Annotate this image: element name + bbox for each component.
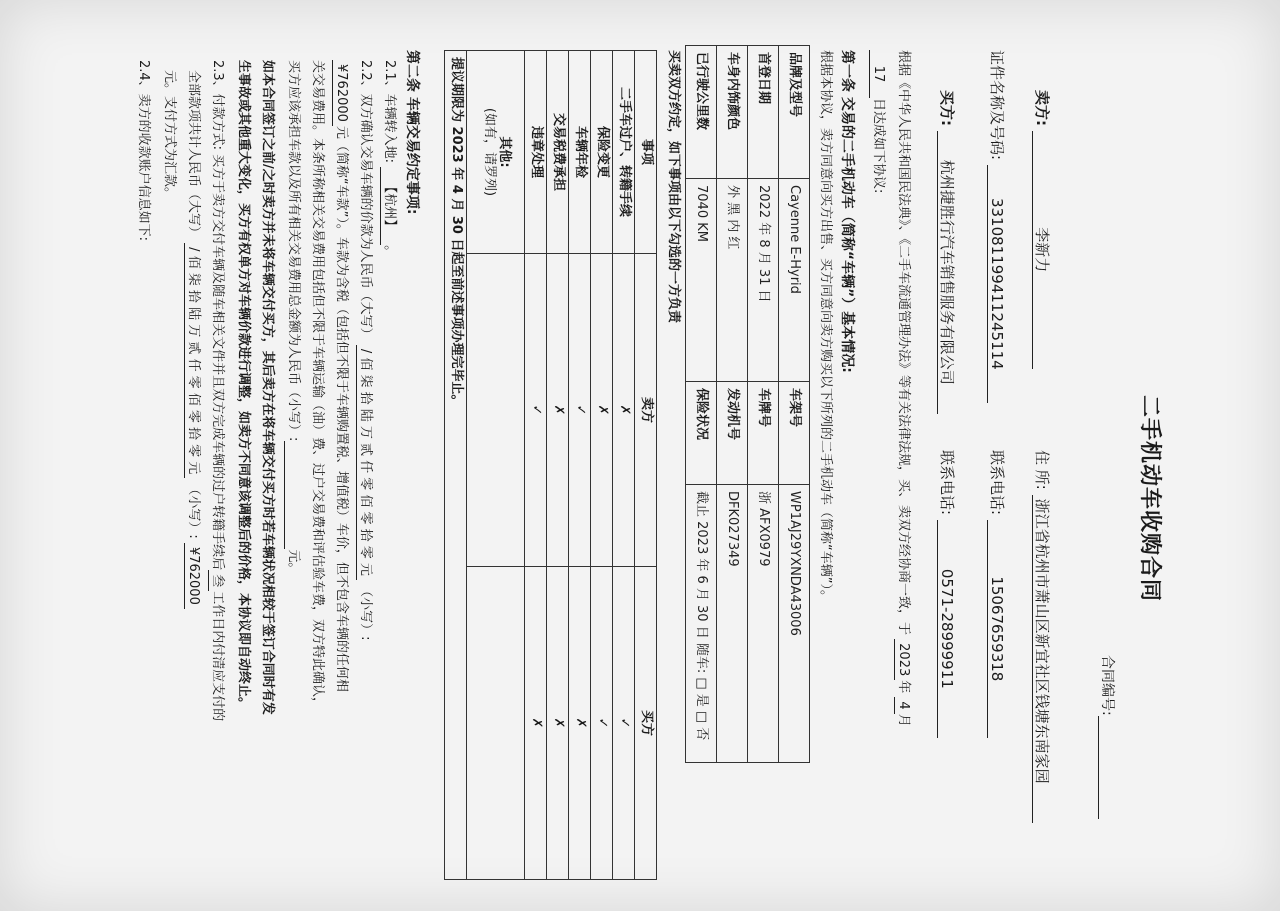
article1-intro: 根据本协议，卖方同意向买方出售、买方同意向卖方购买以下所列的二手机动车（简称“车辆”）。: [818, 50, 833, 603]
table-row: 其他: (如有，请罗列): [467, 51, 525, 880]
bold-clause-line1: 如本合同签订之前/之时卖方并未将车辆交付买方，其后卖方在将车辆交付买方时若车辆状况相较于签订合同时有发: [260, 60, 275, 715]
clause-2-2-line2: ¥762000元（简称“车款”）。车款为含税（包括但不限于车辆购置税、增值税）车价，但不包含车辆的任何相: [332, 60, 348, 692]
seller-line: 卖方: 李新力: [1032, 90, 1050, 369]
clause-2-2-line4: 买方应该承担车款以及所有相关交易费用总金额为人民币（小写）: 元。: [286, 60, 301, 576]
buyer-line: 买方: 杭州捷胜行汽车销售服务有限公司: [937, 90, 955, 414]
clause-2-3-line1: 2.3、付款方式: 买方于卖方交付车辆及随车相关文件并且双方完成车辆的过户转籍手续后叁工作日内付清应支付的: [210, 60, 225, 722]
table-row: 首登日期 2022 年 8 月 31 日 车牌号 浙 AFX0979: [748, 46, 779, 763]
preamble-line1: 根据《中华人民共和国民法典》、《二手车流通管理办法》等有关法律法规，买、卖双方经协商一致，于 2023年 4月: [896, 50, 911, 727]
article2-heading: 第二条 车辆交易约定事项:: [404, 50, 420, 215]
table-row: 车辆年检 ✓ ✗: [569, 51, 591, 880]
contract-number-label: 合同编号:: [1098, 655, 1115, 819]
clause-2-3-line2: 全部款项共计人民币（大写） / 佰 柒 拾 陆 万 贰 仟 零 佰 零 拾 零 元 （小写）: ¥762000: [184, 70, 200, 609]
buyer-phone-line: 联系电话: 0571-28999911: [937, 450, 955, 738]
seller-name: 李新力: [1032, 131, 1050, 369]
matters-table: [444, 50, 657, 880]
address-value: 浙江省杭州市萧山区新宜社区钱塘东南家园: [1032, 495, 1050, 823]
table-row: 保险变更 ✗ ✓: [591, 51, 613, 880]
clause-2-1: 2.1、车辆转入地: 【杭州】。: [382, 60, 397, 259]
buyer-name: 杭州捷胜行汽车销售服务有限公司: [937, 131, 955, 414]
table-row: 提议期限为 2023 年 4 月 30 日起至前述事项办理完毕止。: [445, 51, 467, 880]
buyer-phone-value: 0571-28999911: [937, 520, 955, 738]
vehicle-info-table: [685, 45, 810, 763]
id-value: 331081199411245114: [987, 165, 1005, 403]
matters-intro: 买卖双方约定，如下事项由以下勾选的一方负责: [666, 50, 681, 324]
address-line: 住 所: 浙江省杭州市萧山区新宜社区钱塘东南家园: [1032, 450, 1050, 823]
table-row: 已行驶公里数 7040 KM 保险状况 截止 2023 年 6 月 30 日 随车: □ 是 □ 否: [686, 46, 717, 763]
table-row: 车身内饰颜色 外 黑 内 红 发动机号 DFK027349: [717, 46, 748, 763]
seller-phone-value: 15067659318: [987, 520, 1005, 738]
id-line: 证件名称及号码: 331081199411245114: [987, 50, 1005, 403]
table-row: 品牌及型号 Cayenne E-Hyrid 车架号 WP1AJ29YXNDA43006: [779, 46, 810, 763]
preamble-line2: 17日达成如下协议:: [869, 50, 885, 193]
article1-heading: 第一条 交易的二手机动车（简称“车辆”）基本情况:: [839, 50, 855, 373]
table-row: 交易税费承担 ✗ ✗: [547, 51, 569, 880]
page-title: 二手机动车收购合同: [1137, 395, 1162, 603]
table-row: 二手车过户、转籍手续 ✗ ✓: [613, 51, 635, 880]
seller-phone-line: 联系电话: 15067659318: [987, 450, 1005, 738]
clause-2-2-line1: 2.2、双方确认交易车辆的价款为人民币（大写） / 佰 柒 拾 陆 万 贰 仟 零 佰 零 拾 零 元 （小写）:: [358, 60, 373, 641]
clause-2-4: 2.4、卖方的收款账户信息如下:: [136, 60, 151, 242]
bold-clause-line2: 生事故或其他重大变化，买方有权单方对车辆价款进行调整，如卖方不同意该调整后的价格，本协议即自动终止。: [236, 60, 251, 711]
table-header-row: 事项 卖方 买方: [635, 51, 657, 880]
clause-2-3-line3: 元。支付方式为汇款。: [162, 70, 177, 201]
clause-2-2-line3: 关交易费用。本条所称相关交易费用包括但不限于车辆运输（油）费、过户交易费和评估验车费，双方特此确认，: [310, 60, 325, 711]
table-row: 违章处理 ✓ ✗: [525, 51, 547, 880]
